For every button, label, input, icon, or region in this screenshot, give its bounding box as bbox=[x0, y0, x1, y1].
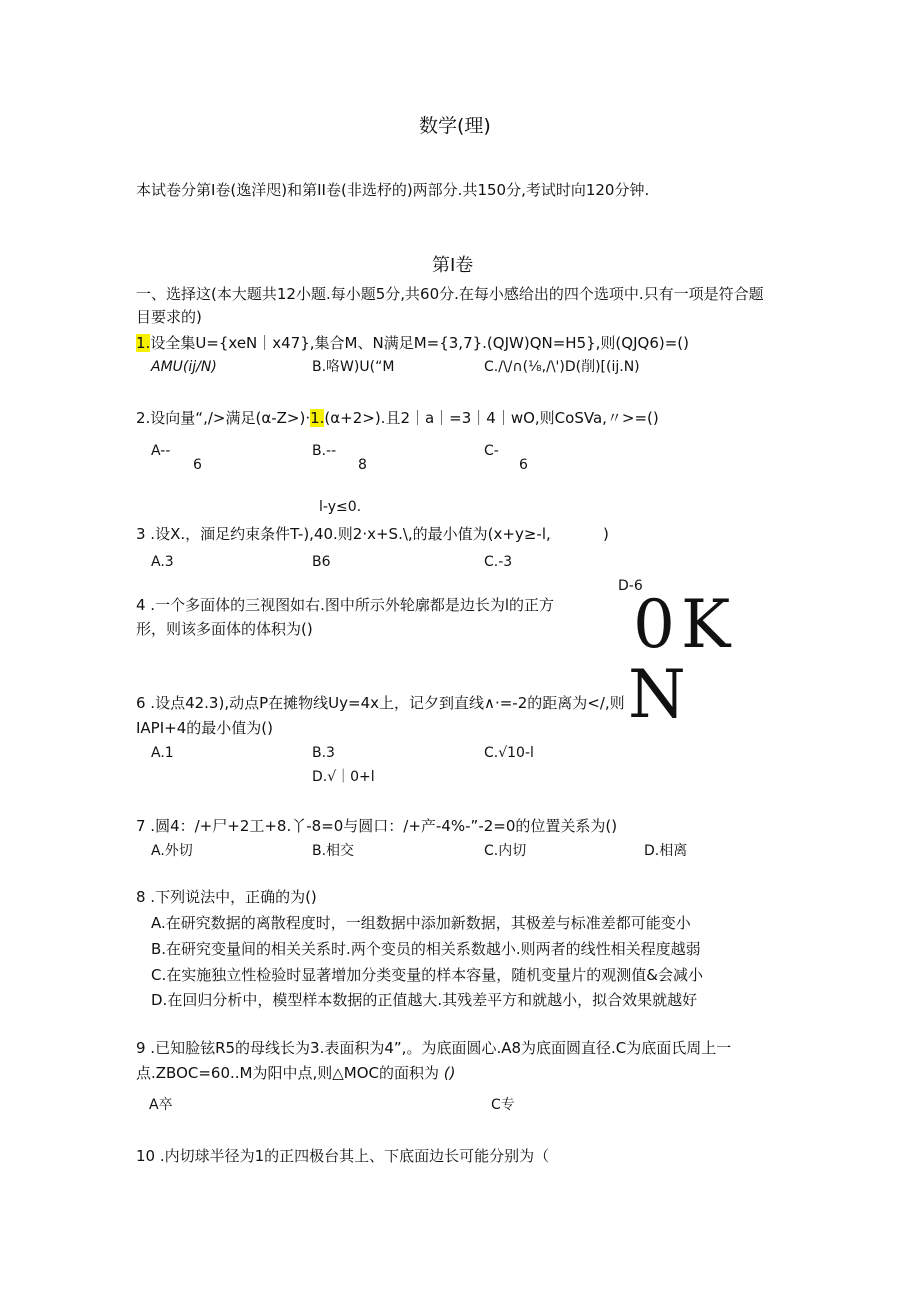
page-title: 数学(理) bbox=[419, 115, 491, 137]
question-6-stem: 6 .设点42.3),动点P在摊物线Uy=4x上，记夕到直线∧·=-2的距离为</,则 bbox=[136, 694, 625, 712]
question-8-stem: 8 .下列说法中，正确的为() bbox=[136, 888, 317, 906]
question-9-option-a: A卒 bbox=[149, 1097, 173, 1113]
question-3-close-paren: ) bbox=[603, 525, 609, 543]
question-2-text-post: (α+2>).且2｜a｜=3｜4｜wO,则CoSVa,〃>=() bbox=[324, 409, 659, 427]
question-2-option-c-denominator: 6 bbox=[519, 457, 528, 473]
question-3-stem: 3 .设X.，湎足约束条件T-),40.则2·x+S.\,的最小值为(x+y≥-l, bbox=[136, 525, 551, 543]
question-7-option-c: C.内切 bbox=[484, 843, 527, 859]
question-1-option-b: B.咯W)U(“M bbox=[312, 359, 395, 375]
question-8-option-d: D.在回归分析中，模型样本数据的正值越大.其残差平方和就越小，拟合效果就越好 bbox=[151, 991, 698, 1009]
question-7-option-d: D.相离 bbox=[644, 843, 688, 859]
question-2-option-b-denominator: 8 bbox=[358, 457, 367, 473]
question-9-paren: () bbox=[443, 1064, 456, 1082]
question-1-option-a: AMU(ij/N) bbox=[151, 359, 217, 375]
question-2-highlight: 1. bbox=[310, 409, 325, 427]
question-7-stem: 7 .圆4：/+尸+2工+8.丫-8=0与圆口：/+产-4%-”-2=0的位置关系为() bbox=[136, 817, 618, 835]
question-6-option-d: D.√｜0+l bbox=[312, 769, 375, 785]
question-2-option-a-denominator: 6 bbox=[193, 457, 202, 473]
question-6-option-b: B.3 bbox=[312, 745, 335, 761]
question-9-stem-cont bbox=[136, 1064, 456, 1082]
question-2-option-c: C- bbox=[484, 443, 499, 459]
part-one-heading: 一、选择这(本大题共12小题.每小题5分,共60分.在每小感给出的四个选项中.只有一项是符合题 bbox=[136, 285, 764, 303]
question-3-option-c: C.-3 bbox=[484, 554, 513, 570]
question-6-option-a: A.1 bbox=[151, 745, 174, 761]
question-7-option-b: B.相交 bbox=[312, 843, 355, 859]
question-4-stem-cont: 形，则该多面体的体积为() bbox=[136, 620, 313, 638]
question-9-text: 点.ZBOC=60..M为阳中点,则△MOC的面积为 bbox=[136, 1064, 440, 1082]
question-2-stem bbox=[136, 409, 659, 427]
part-one-heading-cont: 目要求的) bbox=[136, 308, 202, 326]
question-2-text-pre: 2.设向量“,/>满足(α-Z>)· bbox=[136, 409, 311, 427]
question-1-text: 设全集U={xeN｜x47},集合M、N满足M={3,7}.(QJW)QN=H5},则(QJQ6)=() bbox=[150, 334, 689, 352]
question-2-option-b: B.-- bbox=[312, 443, 337, 459]
question-8-option-a: A.在研究数据的离散程度时，一组数据中添加新数据，其极差与标准差都可能变小 bbox=[151, 914, 691, 932]
question-2-option-a: A-- bbox=[151, 443, 171, 459]
exam-intro: 本试卷分第I卷(逸洋咫)和第II卷(非选杼的)两部分.共150分,考试时向120分钟. bbox=[136, 181, 650, 199]
three-view-figure-text-top: 0K bbox=[633, 586, 737, 663]
question-1-stem bbox=[136, 334, 689, 352]
question-9-option-c: C专 bbox=[491, 1097, 515, 1113]
question-3-constraint-top: l-y≤0. bbox=[319, 499, 362, 515]
question-8-option-c: C.在实施独立性检验时显著增加分类变量的样本容量，随机变量片的观测值&会减小 bbox=[151, 966, 703, 984]
question-6-option-c: C.√10-l bbox=[484, 745, 534, 761]
question-3-option-d: D-6 bbox=[618, 578, 643, 594]
question-10-stem: 10 .内切球半径为1的正四极台其上、下底面边长可能分别为（ bbox=[136, 1147, 550, 1165]
question-8-option-b: B.在研究变量间的相关关系时.两个变员的相关系数越小.则两者的线性相关程度越弱 bbox=[151, 940, 701, 958]
question-9-stem: 9 .已知脸铉R5的母线长为3.表面积为4”,。为底面圆心.A8为底面圆直径.C为底面氏周上一 bbox=[136, 1039, 732, 1057]
question-6-stem-cont: IAPI+4的最小值为() bbox=[136, 719, 273, 737]
section-title: 第I卷 bbox=[432, 255, 474, 276]
question-4-stem: 4 .一个多面体的三视图如右.图中所示外轮廓都是边长为l的正方 bbox=[136, 596, 555, 614]
question-1-number: 1. bbox=[136, 334, 151, 352]
question-3-option-b: B6 bbox=[312, 554, 331, 570]
question-1-option-c: C./\/∩(⅛,/\')D(削)[(ij.N) bbox=[484, 359, 640, 375]
question-7-option-a: A.外切 bbox=[151, 843, 193, 859]
three-view-figure-text-bottom: N bbox=[628, 656, 686, 733]
question-3-option-a: A.3 bbox=[151, 554, 174, 570]
